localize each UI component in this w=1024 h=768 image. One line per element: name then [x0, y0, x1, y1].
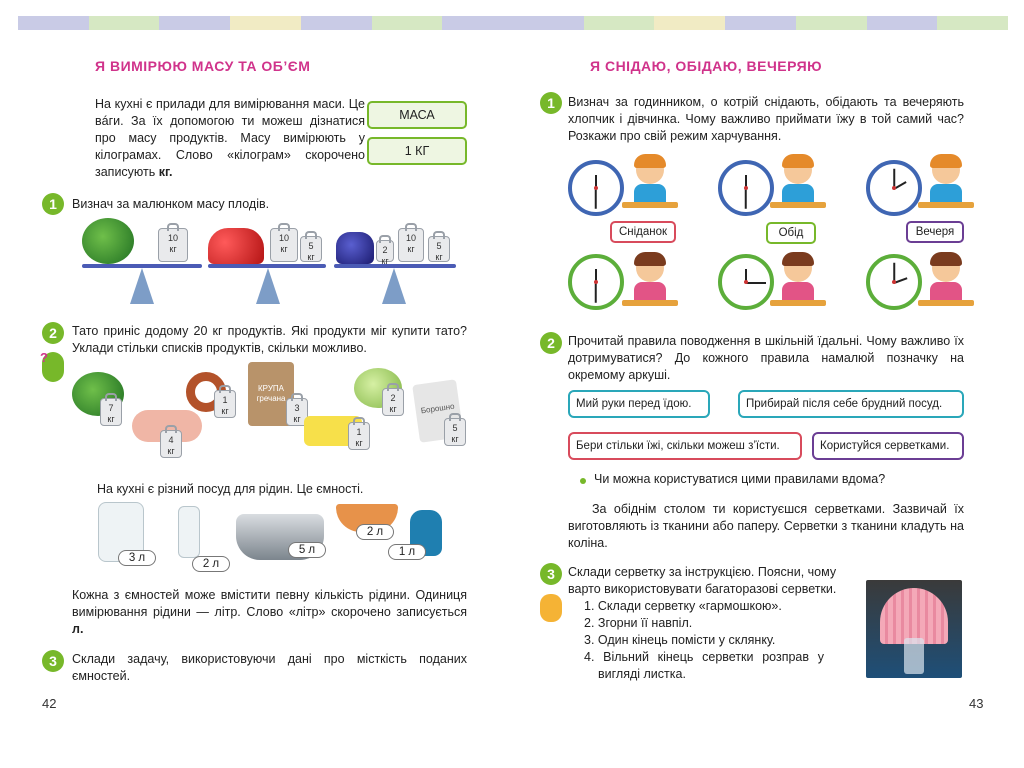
task1-text: Визнач за годинником, о котрій снідають, обідають та вечеряють хлопчик і дівчинка. Чому важливо приймати їжу в той самий час? Розкажи про свій режим харчування. — [568, 95, 964, 143]
step-item: 3. Один кінець помісти у склянку. — [584, 633, 776, 647]
girl-image — [778, 254, 818, 310]
strip-segment — [513, 16, 584, 30]
step-item: 1. Склади серветку «гармошкою». — [584, 599, 782, 613]
containers-intro: На кухні є різний посуд для рідин. Це ємності. — [97, 482, 364, 496]
breakfast-label: Сніданок — [610, 221, 676, 243]
task1-text: Визнач за малюнком масу плодів. — [72, 197, 270, 211]
girl-image — [926, 254, 966, 310]
clock-icon — [866, 160, 922, 216]
weight: 1 кг — [348, 422, 370, 450]
kg-box: 1 КГ — [367, 137, 467, 165]
page-number: 42 — [42, 696, 57, 711]
liter-label: 1 л — [388, 544, 426, 560]
napkin-fan-image — [880, 588, 948, 644]
step-item: 2. Згорни її навпіл. — [584, 616, 693, 630]
weight: 10 кг — [158, 228, 188, 262]
plums-image — [336, 232, 374, 264]
clock-icon — [866, 254, 922, 310]
intro-bold: кг. — [158, 165, 173, 179]
strip-segment — [584, 16, 655, 30]
task-number: 1 — [42, 193, 64, 215]
strip-segment — [230, 16, 301, 30]
task2-text: Тато приніс додому 20 кг продуктів. Які продукти міг купити тато? Уклади стільки списків продуктів, скільки можливо. — [72, 324, 467, 355]
strip-segment — [867, 16, 938, 30]
scale-fulcrum — [256, 268, 280, 304]
step-item: 4. Вільний кінець серветки розправ у вигляді листка. — [584, 650, 824, 681]
task2-text: Прочитай правила поводження в шкільній їдальні. Чому важливо їх дотримуватися? До кожного правила намалюй позначку на окремому аркуші. — [568, 334, 964, 382]
weight: 10 кг — [270, 228, 298, 262]
strip-segment — [937, 16, 1008, 30]
bottle-image — [178, 506, 200, 558]
containers-bold: л. — [72, 622, 84, 636]
mass-box: МАСА — [367, 101, 467, 129]
question-text: Чи можна користуватися цими правилами вдома? — [594, 472, 886, 486]
containers-paragraph — [72, 587, 467, 638]
weight: 4 кг — [160, 430, 182, 458]
task-number: 2 — [42, 322, 64, 344]
task-number: 3 — [540, 563, 562, 585]
intro-text: На кухні є прилади для вимірювання маси. Це вáги. За їх допомогою ти можеш дізнатися про масу продуктів. Масу вимірюють у кілограмах. Слово «кілограм» скорочено записують — [95, 97, 365, 179]
rule-card: Користуйся серветками. — [812, 432, 964, 460]
containers-text: Кожна з ємностей може вмістити певну кількість рідини. Одиниця вимірювання рідини — літр. Слово «літр» скорочено записується — [72, 588, 467, 619]
liter-label: 3 л — [118, 550, 156, 566]
rule-card: Бери стільки їжі, скільки можеш з’їсти. — [568, 432, 802, 460]
strip-segment — [725, 16, 796, 30]
liter-label: 2 л — [192, 556, 230, 572]
weight: 1 кг — [214, 390, 236, 418]
page-number: 43 — [969, 696, 984, 711]
task-number: 3 — [42, 650, 64, 672]
weight: 5 кг — [428, 236, 450, 262]
tomatoes-image — [208, 228, 264, 264]
clock-icon — [568, 160, 624, 216]
task-number: 2 — [540, 332, 562, 354]
lunch-label: Обід — [766, 222, 816, 244]
clock-icon — [718, 254, 774, 310]
liter-label: 2 л — [356, 524, 394, 540]
rule-card: Мий руки перед їдою. — [568, 390, 710, 418]
steps-list — [584, 598, 824, 683]
glass-image — [904, 638, 924, 674]
boy-image — [778, 156, 818, 212]
intro-paragraph — [95, 96, 365, 181]
scale-fulcrum — [382, 268, 406, 304]
strip-segment — [301, 16, 372, 30]
strip-segment — [159, 16, 230, 30]
weight: 5 кг — [444, 418, 466, 446]
dinner-label: Вечеря — [906, 221, 964, 243]
girl-image — [630, 254, 670, 310]
task-number: 1 — [540, 92, 562, 114]
question-mark-icon: ? — [40, 350, 48, 365]
boy-image — [926, 156, 966, 212]
page-title: Я СНІДАЮ, ОБІДАЮ, ВЕЧЕРЯЮ — [590, 58, 823, 74]
weight: 10 кг — [398, 228, 424, 262]
clock-icon — [568, 254, 624, 310]
strip-segment — [18, 16, 89, 30]
weight: 5 кг — [300, 236, 322, 262]
weight: 3 кг — [286, 398, 308, 426]
page-title: Я ВИМІРЮЮ МАСУ ТА ОБ’ЄМ — [95, 58, 311, 74]
liter-label: 5 л — [288, 542, 326, 558]
strip-segment — [89, 16, 160, 30]
clock-icon — [718, 160, 774, 216]
boy-image — [630, 156, 670, 212]
napkin-paragraph: За обіднім столом ти користуєшся серветками. Зазвичай їх виготовляють із тканини або паперу. Серветки з тканини кладуть на коліна. — [568, 502, 964, 550]
craft-character-icon — [540, 594, 562, 622]
bullet-icon — [580, 478, 586, 484]
task3-text: Склади серветку за інструкцією. Поясни, чому варто використовувати багаторазові серветки. — [568, 565, 837, 596]
rule-card: Прибирай після себе брудний посуд. — [738, 390, 964, 418]
weight: 2 кг — [382, 388, 404, 416]
weight: 2 кг — [376, 240, 394, 262]
page-right — [540, 40, 984, 730]
page-left — [40, 40, 475, 730]
scale-fulcrum — [130, 268, 154, 304]
task3-text: Склади задачу, використовуючи дані про місткість поданих ємностей. — [72, 652, 467, 683]
napkin-photo — [866, 580, 962, 678]
strip-segment — [796, 16, 867, 30]
buckwheat-bag-image: КРУПА гречана — [248, 362, 294, 426]
strip-segment — [442, 16, 513, 30]
watermelon-image — [82, 218, 134, 264]
strip-segment — [654, 16, 725, 30]
flour-bag-image: Борошно — [412, 379, 464, 443]
strip-segment — [372, 16, 443, 30]
color-strip — [18, 16, 1008, 30]
weight: 7 кг — [100, 398, 122, 426]
